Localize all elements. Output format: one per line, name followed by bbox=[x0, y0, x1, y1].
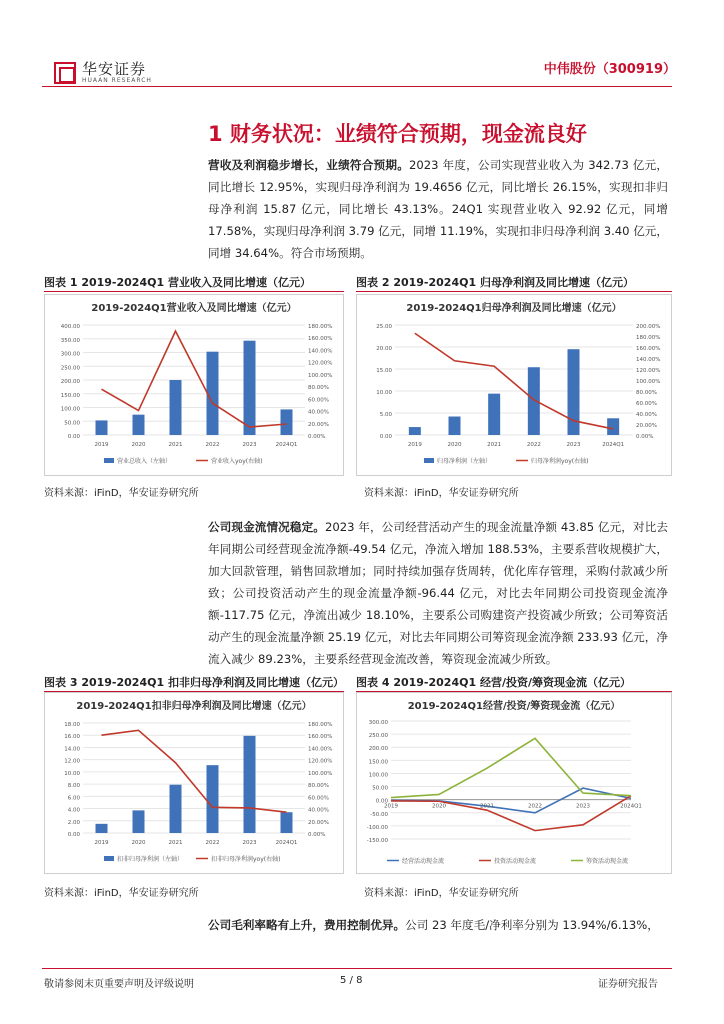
paragraph-revenue bbox=[208, 154, 668, 264]
y-tick-label-left: 20.00 bbox=[376, 346, 392, 352]
x-tick-label: 2022 bbox=[205, 442, 220, 448]
figure-4-title: 图表 4 2019-2024Q1 经营/投资/筹资现金流（亿元） bbox=[356, 676, 631, 689]
y-tick-label-right: 140.00% bbox=[636, 357, 661, 363]
chart-title: 2019-2024Q1归母净利润及同比增速（亿元） bbox=[406, 303, 622, 314]
y-tick-label-left: 250.00 bbox=[60, 365, 80, 372]
figure-3-source: 资料来源：iFinD，华安证券研究所 bbox=[44, 888, 199, 899]
y-tick-label-left: 100.00 bbox=[60, 406, 80, 413]
y-tick-label-right: 40.00% bbox=[636, 412, 657, 418]
y-tick-label-right: 120.00% bbox=[308, 758, 333, 765]
y-tick-label-left: 2.00 bbox=[67, 819, 80, 826]
y-tick-label-right: 80.00% bbox=[308, 385, 329, 392]
chart-1 bbox=[44, 294, 344, 476]
paragraph-text: 公司 23 年度毛/净利率分别为 13.94%/6.13%， bbox=[405, 918, 659, 932]
figure-4-source: 资料来源：iFinD，华安证券研究所 bbox=[364, 888, 519, 899]
y-tick-label: -150.00 bbox=[366, 838, 388, 844]
y-tick-label: 300.00 bbox=[368, 720, 388, 726]
paragraph-lead: 营收及利润稳步增长，业绩符合预期。 bbox=[208, 158, 410, 172]
bar bbox=[133, 810, 145, 833]
y-tick-label-left: 10.00 bbox=[376, 390, 392, 396]
y-tick-label-right: 20.00% bbox=[308, 421, 329, 428]
bar bbox=[607, 418, 619, 435]
bar bbox=[207, 765, 219, 833]
logo-seal-icon bbox=[54, 62, 76, 84]
legend-label: 投资活动现金流 bbox=[494, 858, 537, 865]
y-tick-label-right: 100.00% bbox=[636, 379, 661, 385]
y-tick-label-right: 120.00% bbox=[308, 360, 333, 367]
y-tick-label-right: 80.00% bbox=[308, 783, 329, 790]
bar bbox=[281, 812, 293, 833]
y-tick-label-right: 100.00% bbox=[308, 372, 333, 379]
y-tick-label-right: 60.00% bbox=[636, 401, 657, 407]
figure-1-source: 资料来源：iFinD，华安证券研究所 bbox=[44, 488, 199, 499]
y-tick-label-left: 16.00 bbox=[64, 734, 80, 741]
y-tick-label-left: 200.00 bbox=[60, 379, 80, 385]
chart-title: 2019-2024Q1经营/投资/筹资现金流（亿元） bbox=[407, 701, 621, 712]
y-tick-label-right: 140.00% bbox=[308, 746, 333, 753]
x-tick-label: 2020 bbox=[432, 803, 446, 810]
y-tick-label-right: 180.00% bbox=[308, 324, 333, 330]
y-tick-label-left: 0.00 bbox=[67, 434, 80, 440]
legend-swatch-bar bbox=[104, 856, 114, 861]
figure-2-title: 图表 2 2019-2024Q1 归母净利润及同比增速（亿元） bbox=[356, 276, 634, 289]
bar bbox=[409, 427, 421, 435]
y-tick-label-left: 150.00 bbox=[60, 392, 80, 399]
figure-2-divider bbox=[356, 291, 672, 292]
footer-divider bbox=[42, 968, 672, 969]
legend-label: 营业总收入（左轴） bbox=[117, 458, 172, 465]
y-tick-label: -100.00 bbox=[366, 824, 388, 831]
y-tick-label-right: 200.00% bbox=[636, 324, 661, 330]
figure-1-title: 图表 1 2019-2024Q1 营业收入及同比增速（亿元） bbox=[44, 276, 311, 289]
y-tick-label-right: 100.00% bbox=[308, 770, 333, 777]
x-tick-label: 2022 bbox=[205, 840, 220, 846]
bar bbox=[170, 785, 182, 833]
paragraph-cashflow bbox=[208, 516, 668, 670]
bar bbox=[244, 341, 256, 435]
y-tick-label-left: 350.00 bbox=[60, 337, 80, 344]
figure-2-source: 资料来源：iFinD，华安证券研究所 bbox=[364, 488, 519, 499]
x-tick-label: 2023 bbox=[566, 442, 581, 448]
y-tick-label-right: 0.00% bbox=[308, 434, 326, 440]
chart-title: 2019-2024Q1营业收入及同比增速（亿元） bbox=[91, 303, 297, 314]
x-tick-label: 2020 bbox=[447, 442, 462, 448]
y-tick-label-right: 160.00% bbox=[308, 336, 333, 343]
y-tick-label-right: 60.00% bbox=[308, 795, 329, 802]
chart-4 bbox=[356, 692, 672, 874]
y-tick-label: 100.00 bbox=[368, 772, 388, 779]
bar bbox=[133, 415, 145, 435]
y-tick-label-right: 160.00% bbox=[308, 734, 333, 741]
y-tick-label-left: 18.00 bbox=[64, 722, 80, 728]
y-tick-label-left: 14.00 bbox=[64, 746, 80, 753]
y-tick-label: 150.00 bbox=[368, 759, 388, 766]
figure-1-divider bbox=[44, 291, 344, 292]
y-tick-label-left: 0.00 bbox=[379, 434, 392, 440]
y-tick-label-right: 180.00% bbox=[308, 722, 333, 728]
x-tick-label: 2022 bbox=[526, 442, 541, 448]
legend-label: 经营活动现金流 bbox=[402, 858, 445, 865]
series-line bbox=[102, 331, 287, 427]
x-tick-label: 2019 bbox=[407, 442, 422, 448]
bar bbox=[488, 394, 500, 435]
x-tick-label: 2021 bbox=[480, 803, 494, 810]
y-tick-label: 200.00 bbox=[368, 746, 388, 753]
header-divider bbox=[42, 86, 672, 87]
y-tick-label-left: 25.00 bbox=[376, 324, 392, 330]
legend-label: 归母净利润yoy(右轴) bbox=[531, 458, 589, 465]
x-tick-label: 2019 bbox=[94, 442, 109, 448]
legend-swatch-bar bbox=[104, 458, 114, 463]
bar bbox=[449, 417, 461, 435]
y-tick-label-right: 180.00% bbox=[636, 335, 661, 341]
legend-label: 营业收入yoy(右轴) bbox=[211, 458, 263, 465]
y-tick-label-left: 4.00 bbox=[67, 807, 80, 814]
legend-swatch-bar bbox=[424, 458, 434, 463]
y-tick-label-left: 15.00 bbox=[376, 368, 392, 374]
figure-3-title: 图表 3 2019-2024Q1 扣非归母净利润及同比增速（亿元） bbox=[44, 676, 344, 689]
legend-label: 扣非归母净利润yoy(右轴) bbox=[211, 856, 281, 863]
page-number: 5 / 8 bbox=[340, 975, 363, 986]
y-tick-label-right: 20.00% bbox=[308, 819, 329, 826]
y-tick-label-right: 160.00% bbox=[636, 346, 661, 352]
y-tick-label-right: 0.00% bbox=[308, 832, 326, 838]
footer-disclaimer: 敬请参阅末页重要声明及评级说明 bbox=[44, 979, 194, 990]
y-tick-label: -50.00 bbox=[370, 811, 388, 818]
x-tick-label: 2019 bbox=[94, 840, 109, 846]
x-tick-label: 2020 bbox=[131, 840, 146, 846]
y-tick-label: 0.00 bbox=[375, 798, 388, 805]
chart-2 bbox=[356, 294, 672, 476]
x-tick-label: 2023 bbox=[242, 840, 257, 846]
x-tick-label: 2021 bbox=[487, 442, 502, 448]
y-tick-label-left: 8.00 bbox=[67, 783, 80, 790]
y-tick-label-left: 10.00 bbox=[64, 770, 80, 777]
bar bbox=[96, 420, 108, 435]
x-tick-label: 2021 bbox=[168, 840, 183, 846]
series-line bbox=[415, 333, 613, 429]
y-tick-label-right: 120.00% bbox=[636, 368, 661, 374]
y-tick-label-left: 12.00 bbox=[64, 758, 80, 765]
stock-name: 中伟股份（300919） bbox=[543, 62, 676, 77]
footer-report-type: 证券研究报告 bbox=[598, 979, 658, 990]
legend-label: 归母净利润（左轴） bbox=[437, 458, 492, 465]
x-tick-label: 2024Q1 bbox=[275, 840, 298, 846]
chart-title: 2019-2024Q1扣非归母净利润及同比增速（亿元） bbox=[76, 701, 312, 712]
paragraph-lead: 公司现金流情况稳定。 bbox=[208, 520, 325, 534]
legend-label: 扣非归母净利润（左轴） bbox=[117, 856, 184, 863]
section-title: 1 财务状况：业绩符合预期，现金流良好 bbox=[208, 122, 587, 146]
x-tick-label: 2021 bbox=[168, 442, 183, 448]
paragraph-text: 2023 年，公司经营活动产生的现金流量净额 43.85 亿元，对比去年同期公司经营现金流净额-49.54 亿元，净流入增加 188.53%，主要系营收规模扩大，加大回款管理，销售回款增加；同时持续加强存货周转，优化库存管理，采购付款减少所致；公司投资活动产生的现金流量净额-96.44 亿元，对比去年同期公司投资现金流净额-117.75 亿元，净流出减少 18.10%，主要系公司购建资产投资减少所致；公司筹资活动产生的现金流量净额 25.19 亿元，对比去年同期公司筹资现金流净额 233.93 亿元，净流入减少 89.23%，主要系经营现金流改善，筹资现金流减少所致。 bbox=[208, 520, 668, 666]
logo-subtext: HUAAN RESEARCH bbox=[82, 77, 152, 84]
y-tick-label-left: 50.00 bbox=[64, 420, 80, 427]
x-tick-label: 2024Q1 bbox=[620, 803, 642, 810]
x-tick-label: 2024Q1 bbox=[602, 442, 625, 448]
y-tick-label-left: 6.00 bbox=[67, 795, 80, 802]
y-tick-label-right: 60.00% bbox=[308, 397, 329, 404]
y-tick-label-left: 5.00 bbox=[379, 412, 392, 418]
y-tick-label-right: 80.00% bbox=[636, 390, 657, 396]
y-tick-label-right: 40.00% bbox=[308, 409, 329, 416]
y-tick-label-left: 0.00 bbox=[67, 832, 80, 838]
y-tick-label-left: 400.00 bbox=[60, 324, 80, 330]
x-tick-label: 2022 bbox=[528, 803, 542, 810]
x-tick-label: 2024Q1 bbox=[275, 442, 298, 448]
y-tick-label-left: 300.00 bbox=[60, 351, 80, 358]
x-tick-label: 2023 bbox=[576, 803, 590, 810]
paragraph-text: 2023 年度，公司实现营业收入为 342.73 亿元，同比增长 12.95%，实现归母净利润为 19.4656 亿元，同比增长 26.15%，实现扣非归母净利润 15.87 亿元，同比增长 43.13%。24Q1 实现营业收入 92.92 亿元，同增 17.58%，实现归母净利润 3.79 亿元，同增 11.19%，实现扣非归母净利润 3.40 亿元，同增 34.64%。符合市场预期。 bbox=[208, 158, 668, 260]
x-tick-label: 2019 bbox=[384, 803, 398, 810]
series-line bbox=[102, 730, 287, 812]
x-tick-label: 2023 bbox=[242, 442, 257, 448]
legend-label: 筹资活动现金流 bbox=[586, 858, 629, 865]
y-tick-label: 50.00 bbox=[372, 785, 388, 792]
bar bbox=[244, 736, 256, 833]
y-tick-label-right: 20.00% bbox=[636, 423, 657, 429]
y-tick-label-right: 40.00% bbox=[308, 807, 329, 814]
bar bbox=[281, 409, 293, 435]
chart-3 bbox=[44, 692, 344, 874]
x-tick-label: 2020 bbox=[131, 442, 146, 448]
page-header bbox=[42, 44, 682, 84]
paragraph-lead: 公司毛利率略有上升，费用控制优异。 bbox=[208, 918, 406, 932]
y-tick-label-right: 0.00% bbox=[636, 434, 654, 440]
bar bbox=[170, 380, 182, 435]
paragraph-margin bbox=[208, 914, 668, 936]
bar bbox=[96, 824, 108, 833]
y-tick-label-right: 140.00% bbox=[308, 348, 333, 355]
logo-text: 华安证券 bbox=[82, 60, 147, 78]
y-tick-label: 250.00 bbox=[368, 733, 388, 740]
